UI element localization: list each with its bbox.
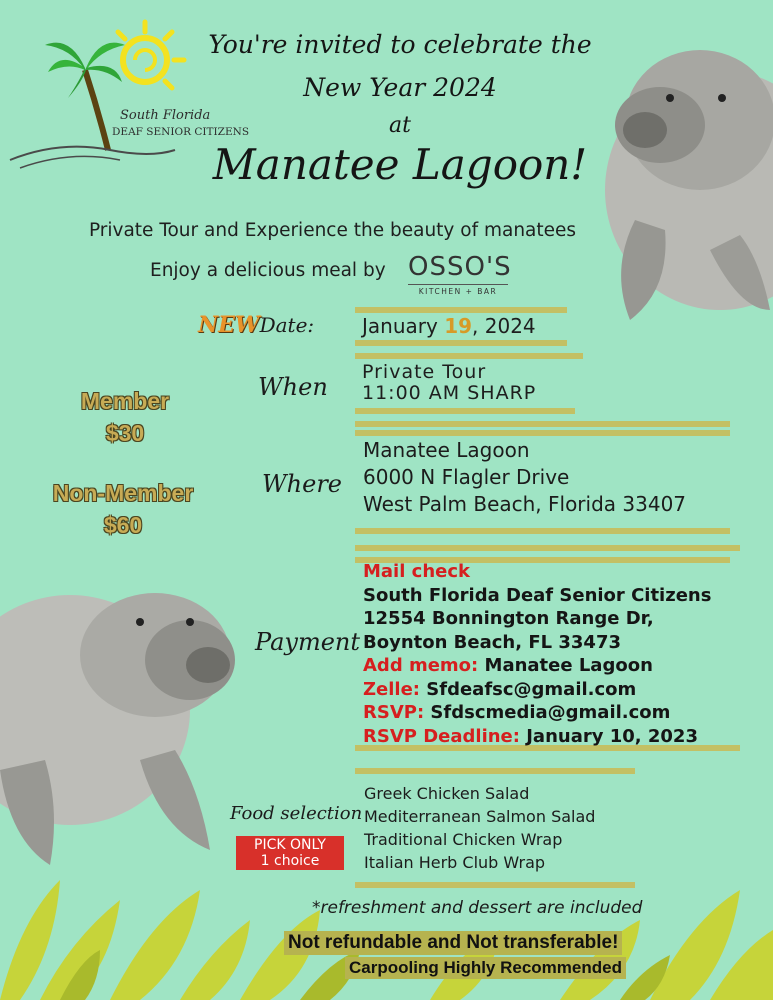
rsvp-value: Sfdscmedia@gmail.com: [424, 702, 671, 723]
where-label: Where: [262, 470, 343, 498]
divider-bar: [355, 408, 575, 414]
new-year-line: New Year 2024: [303, 73, 497, 102]
divider-bar: [355, 421, 730, 427]
new-label: NEW: [198, 312, 260, 338]
divider-bar: [355, 545, 740, 551]
payment-details: [363, 560, 711, 748]
member-price: $30: [105, 419, 145, 446]
payment-address2: Boynton Beach, FL 33473: [363, 631, 622, 653]
refund-notice: Not refundable and Not transferable!: [284, 931, 622, 955]
where-line3: West Palm Beach, Florida 33407: [363, 492, 687, 516]
meal-line: Enjoy a delicious meal by: [150, 260, 386, 281]
deadline-line: [363, 725, 711, 749]
date-value: [362, 314, 536, 338]
when-value: [362, 362, 536, 404]
memo-label: Add memo:: [363, 655, 479, 676]
divider-bar: [355, 430, 730, 436]
pick-line1: PICK ONLY: [254, 837, 326, 853]
memo-value: Manatee Lagoon: [478, 655, 653, 676]
food-item: Traditional Chicken Wrap: [364, 830, 563, 849]
food-item: Mediterranean Salmon Salad: [364, 807, 596, 826]
date-prefix: January: [362, 314, 445, 338]
payment-org: South Florida Deaf Senior Citizens: [363, 584, 712, 606]
date-suffix: , 2024: [472, 314, 536, 338]
pick-only-badge: [236, 836, 344, 870]
manatee-left-icon: [0, 580, 250, 870]
zelle-line: [363, 678, 711, 702]
deadline-value: January 10, 2023: [519, 725, 698, 747]
member-label: Member: [80, 388, 170, 414]
nonmember-label: Non-Member: [52, 480, 194, 506]
divider-bar: [355, 353, 583, 359]
invite-line: You're invited to celebrate the: [208, 30, 592, 59]
food-list: [364, 782, 595, 874]
sponsor-sub: KITCHEN + BAR: [408, 284, 508, 296]
divider-bar: [355, 768, 635, 774]
date-label: Date:: [259, 313, 315, 337]
new-date-label: [198, 312, 314, 338]
divider-bar: [355, 528, 730, 534]
zelle-value: Sfdeafsc@gmail.com: [420, 678, 637, 700]
refreshment-note: *refreshment and dessert are included: [312, 898, 643, 918]
date-day: 19: [444, 314, 473, 338]
where-value: [363, 437, 686, 518]
rsvp-line: [363, 701, 711, 725]
pick-line2: 1 choice: [260, 853, 320, 869]
logo-org-text: DEAF SENIOR CITIZENS: [112, 126, 250, 138]
payment-address1: 12554 Bonnington Range Dr,: [363, 608, 654, 629]
deadline-label: RSVP Deadline:: [363, 725, 520, 747]
sponsor-logo: [408, 252, 512, 296]
when-line1: Private Tour: [362, 361, 487, 383]
rsvp-label: RSVP:: [363, 702, 425, 723]
member-price-block: [55, 388, 195, 447]
when-label: When: [258, 373, 328, 401]
mail-check-label: Mail check: [363, 561, 470, 582]
leaves-decoration-icon: [0, 860, 773, 1000]
when-line2: 11:00 AM SHARP: [362, 382, 537, 404]
event-title: Manatee Lagoon!: [212, 140, 588, 189]
food-item: Greek Chicken Salad: [364, 784, 530, 803]
logo-script-text: South Florida: [120, 108, 211, 123]
food-item: Italian Herb Club Wrap: [364, 853, 546, 872]
where-line1: Manatee Lagoon: [363, 438, 530, 462]
divider-bar: [355, 307, 567, 313]
divider-bar: [355, 340, 567, 346]
nonmember-price: $60: [103, 511, 143, 538]
where-line2: 6000 N Flagler Drive: [363, 465, 570, 489]
payment-label: Payment: [255, 628, 360, 656]
nonmember-price-block: [28, 480, 218, 539]
carpool-notice: Carpooling Highly Recommended: [345, 957, 626, 979]
at-line: at: [389, 113, 411, 138]
zelle-label: Zelle:: [363, 678, 421, 700]
divider-bar: [355, 882, 635, 888]
intro-line: Private Tour and Experience the beauty of manatees: [88, 220, 577, 241]
food-label: Food selection: [230, 803, 363, 824]
memo-line: [363, 654, 711, 678]
sponsor-name: OSSO'S: [408, 252, 512, 282]
